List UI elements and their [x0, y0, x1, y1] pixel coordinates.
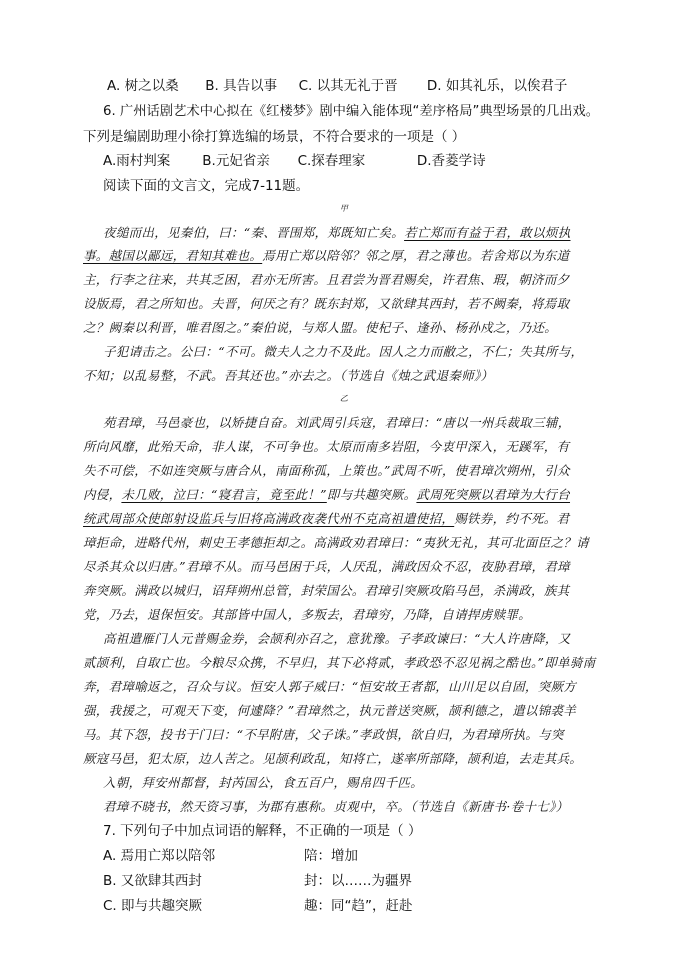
passage-jia-line: 设版焉，君之所知也。夫晋，何厌之有？既东封郑，又欲肆其西封，若不阙秦，将焉取	[83, 296, 570, 311]
passage-jia-line: 之？阙秦以利晋，唯君图之。”秦伯说，与郑人盟。使杞子、逢孙、杨孙戍之，乃还。	[83, 320, 558, 335]
q7-gloss: 陪：增加	[304, 848, 358, 864]
q6-stem-line1: 6. 广州话剧艺术中心拟在《红楼梦》剧中编入能体现“差序格局”典型场景的几出戏。	[103, 104, 600, 119]
q6-stem-line2: 下列是编剧助理小徐打算选编的场景，不符合要求的一项是（ ）	[83, 129, 466, 145]
passage-yi-line: 贰颉利，自取亡也。今粮尽众携，不早归，其下必将贰，孝政恐不忍见祸之酷也。”即单骑南	[83, 655, 596, 670]
passage-yi-line: 璋拒命，进略代州，刺史王孝德拒却之。高满政劝君璋曰：“夷狄无礼，其可北面臣之？请	[83, 535, 589, 550]
passage-yi-line: 马。其下怨，投书于门曰：“不早附唐，父子诛。”孝政惧，欲自归，为君璋所执。与突	[83, 727, 564, 742]
passage-text: 赐铁券，约不死。君	[454, 511, 570, 526]
underlined-sentence: 事。越国以鄙远，君知其难也。	[83, 248, 263, 263]
passage-text: 夜缒而出，见秦伯，曰：“秦、晋围郑，郑既知亡矣。	[103, 225, 405, 240]
passage-jia-line: 不知；以乱易整，不武。吾其还也。”亦去之。（节选自《烛之武退秦师》）	[83, 368, 494, 383]
passage-yi-line	[83, 509, 569, 529]
q5-option-b[interactable]: B. 具告以事	[205, 78, 278, 94]
underlined-sentence: 若亡郑而有益于君，敢以烦执	[404, 225, 571, 240]
passage-text: 内侵，	[83, 487, 122, 502]
passage-yi-line: 失不可偿，不如连突厥与唐合从，南面称孤，上策也。”武周不听，使君璋次朔州，引众	[83, 463, 570, 478]
passage-yi-line: 入朝，拜安州都督，封芮国公，食五百户，赐帛四千匹。	[103, 775, 424, 790]
passage-yi-line: 党，乃去，退保恒安。其部皆中国人，多叛去，君璋穷，乃降，自请捍虏赎罪。	[83, 607, 532, 622]
q7-option-b[interactable]	[103, 871, 412, 891]
q7-stem: 7. 下列句子中加点词语的解释，不正确的一项是（ ）	[103, 823, 422, 839]
q7-option-c[interactable]	[103, 896, 413, 916]
q6-option-a[interactable]: A.雨村判案	[103, 153, 171, 169]
q5-options	[107, 76, 567, 96]
q7-gloss: 封：以……为疆界	[304, 873, 412, 889]
passage-yi-line: 君璋不晓书，然天资习事，为郡有惠称。贞观中，卒。（节选自《新唐书·卷十七》）	[103, 799, 569, 814]
passage-text: 即与共趣突厥。	[326, 487, 417, 502]
q6-option-d[interactable]: D.香菱学诗	[416, 153, 486, 169]
q6-option-b[interactable]: B.元妃省亲	[202, 153, 270, 169]
q7-sentence: B. 又欲肆其西封	[103, 873, 202, 889]
passage-yi-line: 高祖遣雁门人元普赐金券，会颉利亦召之，意犹豫。子孝政谏曰：“大人许唐降，又	[103, 631, 571, 646]
q6-options	[103, 151, 486, 171]
passage-jia-line	[83, 246, 569, 266]
passage-yi-line: 厥寇马邑，犯太原，边人苦之。见颉利政乱，知将亡，遂率所部降，颉利追，去走其兵。	[83, 751, 583, 766]
passage-yi-line	[83, 485, 570, 505]
q7-option-a[interactable]	[103, 846, 358, 866]
q7-sentence: A. 焉用亡郑以陪邻	[103, 848, 216, 864]
q5-option-a[interactable]: A. 树之以桑	[107, 78, 179, 94]
underlined-sentence: 武周死突厥以君璋为大行台	[416, 487, 571, 502]
q5-option-c[interactable]: C. 以其无礼于晋	[298, 78, 398, 94]
q7-sentence: C. 即与共趣突厥	[103, 898, 203, 914]
reading-intro: 阅读下面的文言文，完成7-11题。	[103, 178, 310, 194]
passage-yi-line: 所向风靡，此殆天命，非人谋，不可争也。太原而南多岩阻，今衷甲深入，无蹊军，有	[83, 439, 570, 454]
q7-gloss: 趣：同“趋”，赶赴	[304, 898, 413, 914]
underlined-sentence: 未几败，泣曰：“寝君言，竟至此！”	[121, 487, 327, 502]
passage-yi-line: 奔突厥。满政以城归，诏拜朔州总管，封荣国公。君璋引突厥攻陷马邑，杀满政，族其	[83, 583, 570, 598]
passage-jia-line: 主，行李之往来，共其乏困，君亦无所害。且君尝为晋君赐矣，许君焦、瑕，朝济而夕	[83, 272, 570, 287]
passage-yi-line: 尽杀其众以归唐。”君璋不从。而马邑困于兵，人厌乱，满政因众不忍，夜胁君璋，君璋	[83, 559, 570, 574]
passage-yi-line: 苑君璋，马邑豪也，以矫捷自奋。刘武周引兵寇，君璋曰：“唐以一州兵裁取三辅，	[103, 415, 571, 430]
passage-yi-heading: 乙	[339, 394, 349, 403]
q6-option-c[interactable]: C.探春理家	[297, 153, 366, 169]
q5-option-d[interactable]: D. 如其礼乐，以俟君子	[426, 78, 568, 94]
passage-jia-heading: 甲	[339, 204, 349, 213]
passage-jia-line: 子犯请击之。公曰：“不可。微夫人之力不及此。因人之力而敝之，不仁；失其所与，	[103, 344, 584, 359]
underlined-sentence: 统武周部众使郎射设监兵与旧将高满政夜袭代州不克高祖遣使招，	[83, 511, 455, 526]
passage-yi-line: 奔，君璋喻返之，召众与议。恒安人郭子威曰：“恒安故王者都，山川足以自固，突厥方	[83, 679, 577, 694]
passage-text: 焉用亡郑以陪邻？邻之厚，君之薄也。若舍郑以为东道	[262, 248, 570, 263]
passage-jia-line	[103, 223, 571, 243]
passage-yi-line: 强，我援之，可观天下变，何遽降？”君璋然之，执元普送突厥，颉利德之，遣以锦裘羊	[83, 703, 577, 718]
